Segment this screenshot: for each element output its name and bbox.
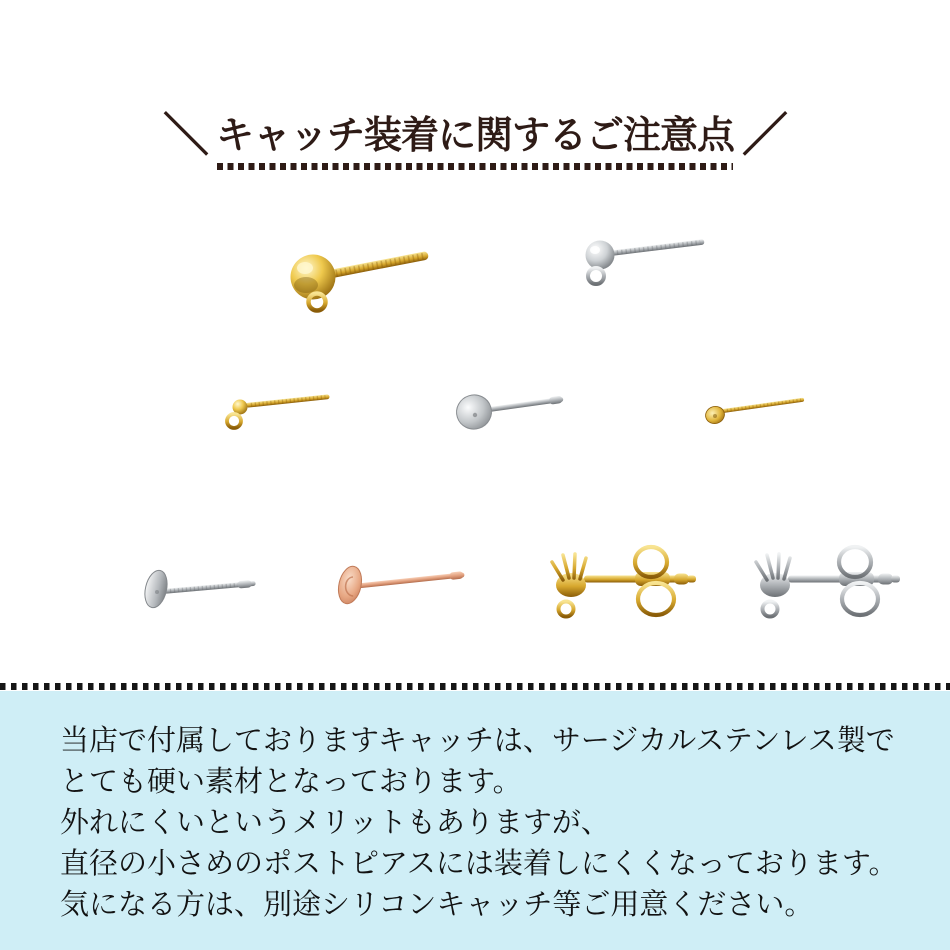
gold-small-ball-post-with-loop-image [218,390,336,436]
notice-line: 直径の小さめのポストピアスには装着しにくくなっております。 [60,848,898,880]
left-slash-decoration: ＼ [162,109,208,161]
silver-flat-pad-post-image [138,562,266,614]
rose-gold-flat-pad-post-image [332,558,474,610]
notice-line: 気になる方は、別途シリコンキャッチ等ご用意ください。 [60,889,814,921]
right-slash-decoration: ／ [742,109,787,161]
gold-small-cup-post-image [698,392,810,432]
gold-prong-post-with-butterfly-catch-image [538,540,706,625]
notice-text [60,721,930,926]
gold-ball-post-with-loop-image [250,232,440,322]
notice-line: 外れにくいというメリットもありますが、 [60,807,610,839]
title-dotted-underline [217,163,733,170]
notice-line: 当店で付属しておりますキャッチは、サージカルステンレス製で [60,725,895,757]
silver-prong-post-with-butterfly-catch-image [742,540,910,625]
notice-line: とても硬い素材となっております。 [60,766,522,798]
silver-ball-post-with-loop-image [575,228,715,290]
silver-cup-post-image [448,385,573,440]
page-title-text: キャッチ装着に関するご注意点 [215,115,734,157]
page-title [0,106,950,162]
notice-box [0,691,950,950]
dotted-separator [0,683,950,690]
